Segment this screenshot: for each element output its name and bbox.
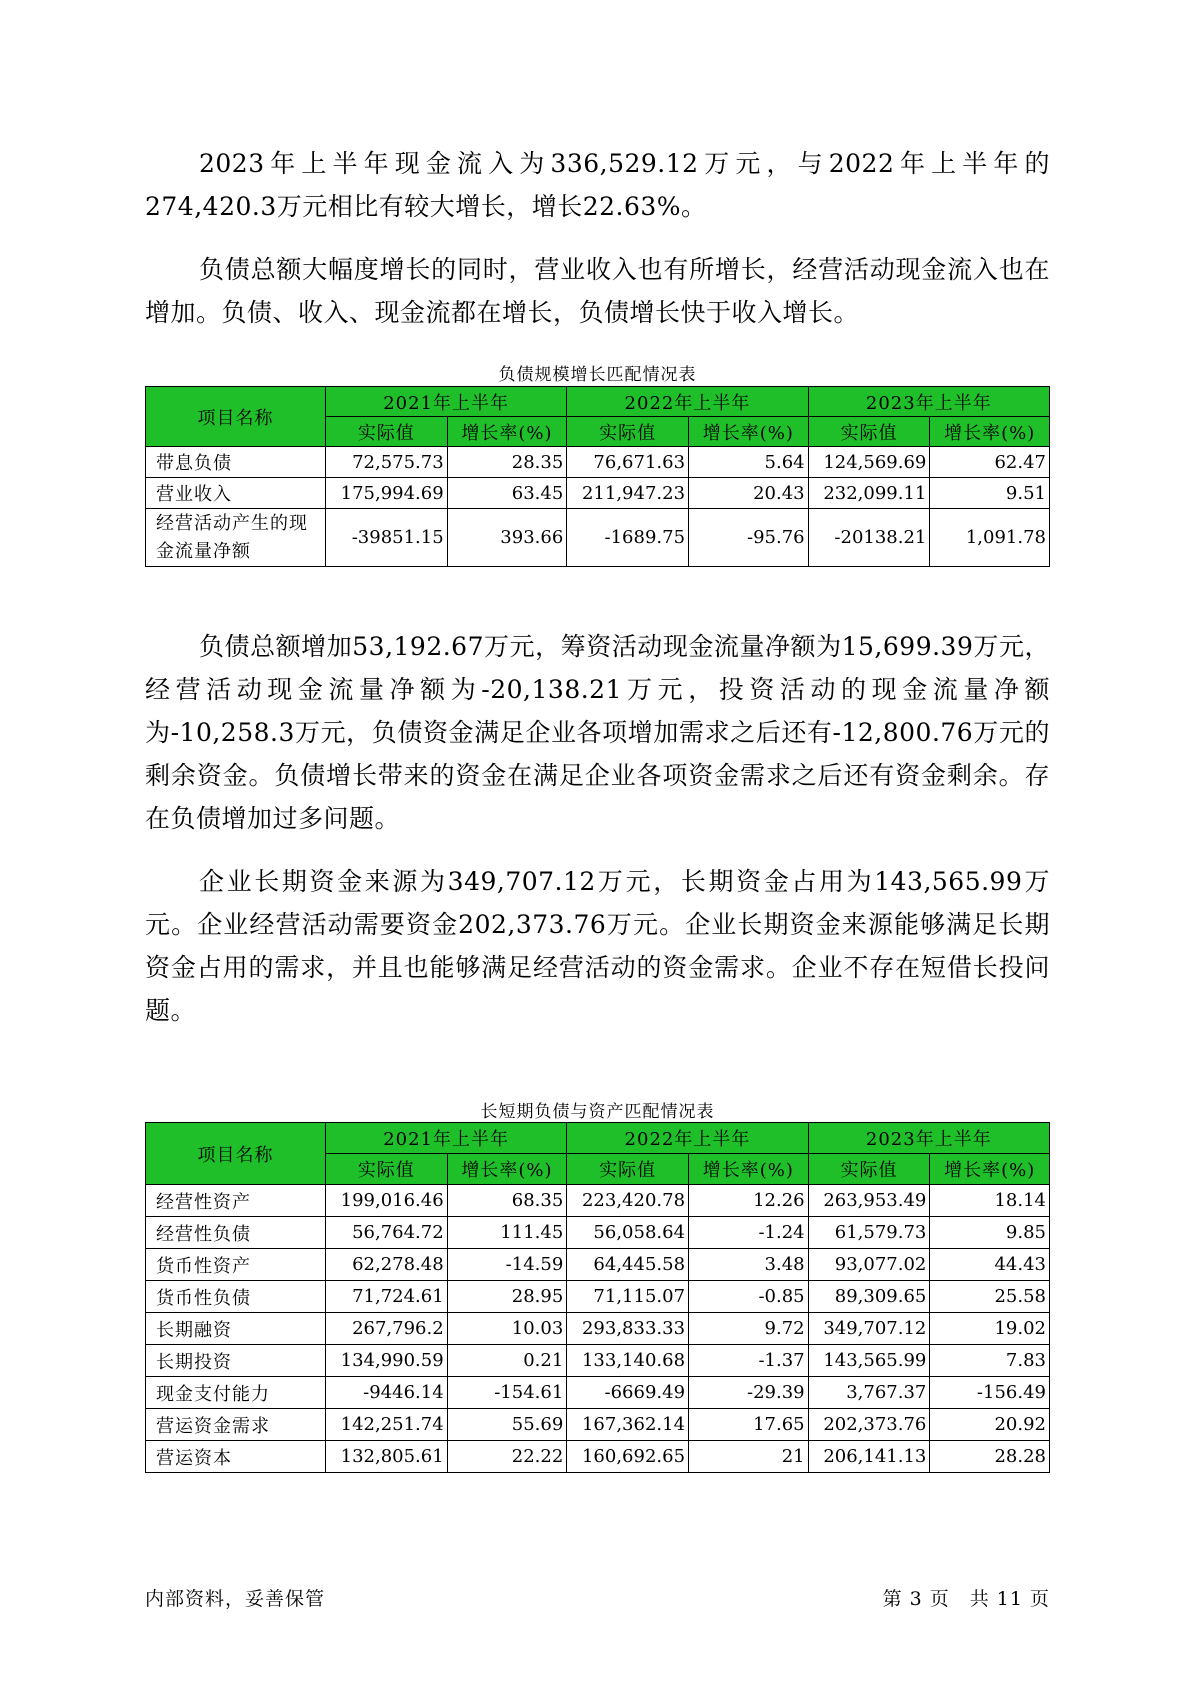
cell-value: 167,362.14 <box>567 1409 689 1441</box>
cell-value: -20138.21 <box>808 509 930 567</box>
header-period: 2022年上半年 <box>567 387 808 417</box>
header-period: 2023年上半年 <box>808 1123 1049 1154</box>
cell-value: 1,091.78 <box>930 509 1050 567</box>
cell-value: 293,833.33 <box>567 1313 689 1345</box>
table-row <box>146 1185 1050 1217</box>
cell-value: 17.65 <box>689 1409 809 1441</box>
cell-value: 175,994.69 <box>325 478 447 509</box>
liability-asset-table <box>145 1122 1050 1473</box>
cell-value: 71,724.61 <box>325 1281 447 1313</box>
row-label: 经营性负债 <box>146 1217 326 1249</box>
table-row <box>146 1281 1050 1313</box>
header-growth: 增长率(%) <box>689 417 809 447</box>
table-row <box>146 447 1050 478</box>
cell-value: 133,140.68 <box>567 1345 689 1377</box>
cell-value: 9.85 <box>930 1217 1050 1249</box>
cell-value: 0.21 <box>447 1345 567 1377</box>
header-growth: 增长率(%) <box>447 417 567 447</box>
cell-value: 20.43 <box>689 478 809 509</box>
cell-value: 63.45 <box>447 478 567 509</box>
cell-value: 9.72 <box>689 1313 809 1345</box>
cell-value: 223,420.78 <box>567 1185 689 1217</box>
cell-value: -95.76 <box>689 509 809 567</box>
cell-value: 132,805.61 <box>325 1441 447 1473</box>
cell-value: 232,099.11 <box>808 478 930 509</box>
cell-value: 12.26 <box>689 1185 809 1217</box>
row-label: 经营活动产生的现金流量净额 <box>146 509 326 567</box>
header-period: 2022年上半年 <box>567 1123 808 1154</box>
cell-value: 124,569.69 <box>808 447 930 478</box>
cell-value: -1.37 <box>689 1345 809 1377</box>
cell-value: 3.48 <box>689 1249 809 1281</box>
table-row <box>146 1441 1050 1473</box>
cell-value: 68.35 <box>447 1185 567 1217</box>
header-actual: 实际值 <box>325 1154 447 1185</box>
cell-value: -1.24 <box>689 1217 809 1249</box>
header-growth: 增长率(%) <box>447 1154 567 1185</box>
header-actual: 实际值 <box>808 417 930 447</box>
cell-value: 28.28 <box>930 1441 1050 1473</box>
cell-value: -39851.15 <box>325 509 447 567</box>
cell-value: -154.61 <box>447 1377 567 1409</box>
cell-value: 199,016.46 <box>325 1185 447 1217</box>
header-actual: 实际值 <box>567 417 689 447</box>
header-period: 2021年上半年 <box>325 387 566 417</box>
cell-value: 93,077.02 <box>808 1249 930 1281</box>
header-growth: 增长率(%) <box>930 1154 1050 1185</box>
footer-page-number: 第 3 页 共 11 页 <box>882 1588 1050 1610</box>
row-label: 长期投资 <box>146 1345 326 1377</box>
paragraph-long-term-funds: 企业长期资金来源为349,707.12万元，长期资金占用为143,565.99万元。企业经营活动需要资金202,373.76万元。企业长期资金来源能够满足长期资金占用的需求，并且也能够满足经营活动的资金需求。企业不存在短借长投问题。 <box>145 867 1050 1025</box>
cell-value: 263,953.49 <box>808 1185 930 1217</box>
debt-scale-table <box>145 386 1050 567</box>
cell-value: 143,565.99 <box>808 1345 930 1377</box>
cell-value: 202,373.76 <box>808 1409 930 1441</box>
cell-value: -0.85 <box>689 1281 809 1313</box>
footer-confidential-note: 内部资料，妥善保管 <box>145 1588 326 1610</box>
cell-value: 10.03 <box>447 1313 567 1345</box>
cell-value: 142,251.74 <box>325 1409 447 1441</box>
row-label: 现金支付能力 <box>146 1377 326 1409</box>
paragraph-debt-increase: 负债总额增加53,192.67万元，筹资活动现金流量净额为15,699.39万元，经营活动现金流量净额为-20,138.21万元，投资活动的现金流量净额为-10,258.3万元，负债资金满足企业各项增加需求之后还有-12,800.76万元的剩余资金。负债增长带来的资金在满足企业各项资金需求之后还有资金剩余。存在负债增加过多问题。 <box>145 632 1050 833</box>
row-label: 长期融资 <box>146 1313 326 1345</box>
row-label: 营运资本 <box>146 1441 326 1473</box>
cell-value: 44.43 <box>930 1249 1050 1281</box>
table-row <box>146 1377 1050 1409</box>
table-row <box>146 1217 1050 1249</box>
cell-value: -156.49 <box>930 1377 1050 1409</box>
table-row <box>146 1313 1050 1345</box>
row-label: 货币性负债 <box>146 1281 326 1313</box>
table-row <box>146 1345 1050 1377</box>
cell-value: 62,278.48 <box>325 1249 447 1281</box>
cell-value: 21 <box>689 1441 809 1473</box>
cell-value: 20.92 <box>930 1409 1050 1441</box>
cell-value: 56,764.72 <box>325 1217 447 1249</box>
cell-value: 18.14 <box>930 1185 1050 1217</box>
row-label: 货币性资产 <box>146 1249 326 1281</box>
cell-value: 349,707.12 <box>808 1313 930 1345</box>
table-row <box>146 1409 1050 1441</box>
table-row <box>146 1249 1050 1281</box>
header-period: 2021年上半年 <box>325 1123 566 1154</box>
cell-value: -6669.49 <box>567 1377 689 1409</box>
cell-value: -29.39 <box>689 1377 809 1409</box>
cell-value: 134,990.59 <box>325 1345 447 1377</box>
cell-value: 76,671.63 <box>567 447 689 478</box>
cell-value: 5.64 <box>689 447 809 478</box>
header-actual: 实际值 <box>567 1154 689 1185</box>
table1-caption: 负债规模增长匹配情况表 <box>498 365 697 385</box>
cell-value: 28.35 <box>447 447 567 478</box>
cell-value: 22.22 <box>447 1441 567 1473</box>
cell-value: 9.51 <box>930 478 1050 509</box>
table-row <box>146 509 1050 567</box>
row-label: 带息负债 <box>146 447 326 478</box>
header-growth: 增长率(%) <box>930 417 1050 447</box>
header-item-name: 项目名称 <box>146 387 326 447</box>
cell-value: 89,309.65 <box>808 1281 930 1313</box>
cell-value: 61,579.73 <box>808 1217 930 1249</box>
row-label: 营业收入 <box>146 478 326 509</box>
cell-value: 160,692.65 <box>567 1441 689 1473</box>
cell-value: 28.95 <box>447 1281 567 1313</box>
header-period: 2023年上半年 <box>808 387 1049 417</box>
cell-value: 267,796.2 <box>325 1313 447 1345</box>
header-growth: 增长率(%) <box>689 1154 809 1185</box>
cell-value: 62.47 <box>930 447 1050 478</box>
cell-value: -9446.14 <box>325 1377 447 1409</box>
table2-caption: 长短期负债与资产匹配情况表 <box>480 1102 715 1122</box>
paragraph-cash-inflow: 2023年上半年现金流入为336,529.12万元，与2022年上半年的274,420.3万元相比有较大增长，增长22.63%。 <box>145 149 1050 221</box>
row-label: 经营性资产 <box>146 1185 326 1217</box>
cell-value: 72,575.73 <box>325 447 447 478</box>
row-label: 营运资金需求 <box>146 1409 326 1441</box>
header-actual: 实际值 <box>325 417 447 447</box>
cell-value: 111.45 <box>447 1217 567 1249</box>
paragraph-debt-growth: 负债总额大幅度增长的同时，营业收入也有所增长，经营活动现金流入也在增加。负债、收入、现金流都在增长，负债增长快于收入增长。 <box>145 255 1050 327</box>
cell-value: 25.58 <box>930 1281 1050 1313</box>
cell-value: 3,767.37 <box>808 1377 930 1409</box>
cell-value: -1689.75 <box>567 509 689 567</box>
cell-value: 393.66 <box>447 509 567 567</box>
cell-value: 71,115.07 <box>567 1281 689 1313</box>
header-actual: 实际值 <box>808 1154 930 1185</box>
cell-value: -14.59 <box>447 1249 567 1281</box>
cell-value: 55.69 <box>447 1409 567 1441</box>
cell-value: 206,141.13 <box>808 1441 930 1473</box>
cell-value: 56,058.64 <box>567 1217 689 1249</box>
cell-value: 19.02 <box>930 1313 1050 1345</box>
cell-value: 211,947.23 <box>567 478 689 509</box>
cell-value: 64,445.58 <box>567 1249 689 1281</box>
table-row <box>146 478 1050 509</box>
header-item-name: 项目名称 <box>146 1123 326 1185</box>
cell-value: 7.83 <box>930 1345 1050 1377</box>
